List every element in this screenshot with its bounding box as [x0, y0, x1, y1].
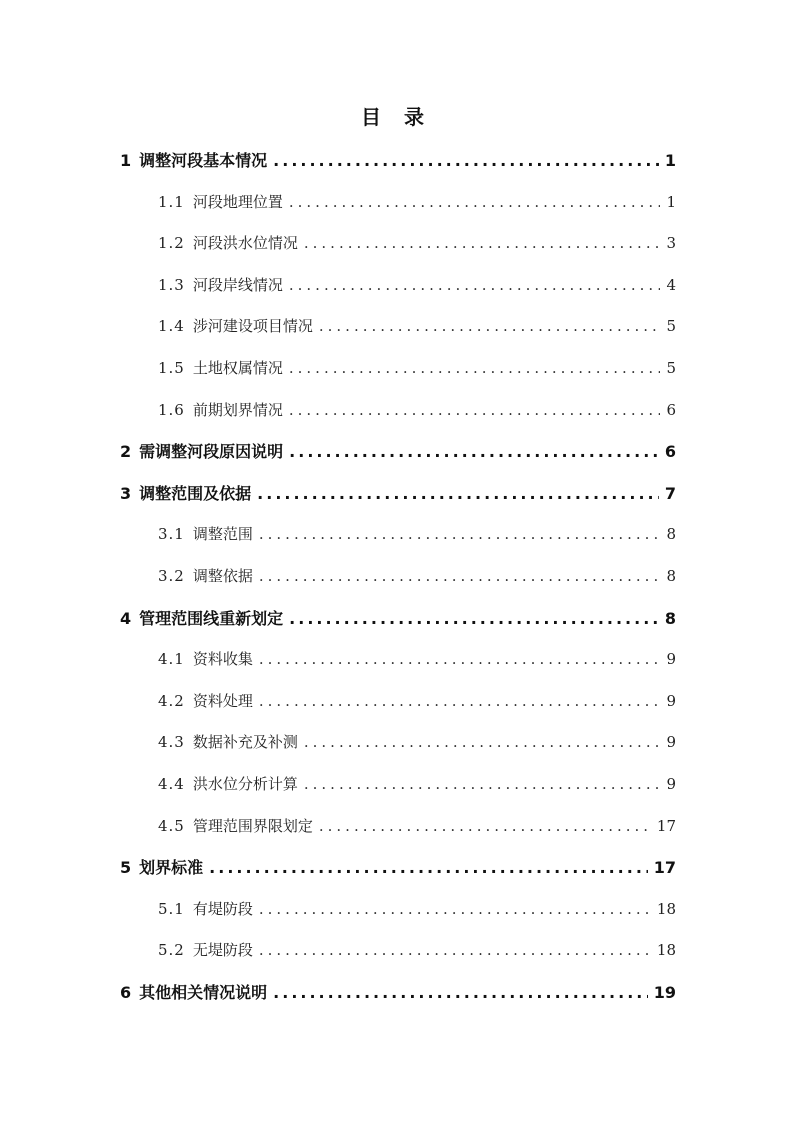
toc-entry-page: 1: [666, 192, 676, 211]
toc-entry-number: 4.3: [158, 733, 185, 752]
toc-entry-number: 1: [120, 151, 132, 170]
toc-entry-text: 调整河段基本情况: [139, 151, 268, 170]
toc-entry-page: 8: [666, 566, 676, 585]
toc-entry-number: 5.2: [158, 941, 185, 960]
toc-entry-page: 3: [666, 234, 676, 253]
toc-leader: [257, 473, 659, 515]
toc-entry-text: 无堤防段: [192, 941, 253, 960]
toc-entry-text: 有堤防段: [192, 899, 253, 918]
toc-entry-page: 9: [666, 733, 676, 752]
toc-entry[interactable]: [120, 306, 676, 348]
toc-title: 目 录: [361, 105, 432, 129]
toc-entry-number: 4.1: [158, 650, 185, 669]
toc-entry-page: 1: [664, 151, 676, 170]
toc-list: [120, 140, 676, 1013]
toc-entry-page: 7: [664, 483, 676, 503]
toc-entry-page: 8: [666, 525, 676, 544]
toc-entry-text: 调整范围: [192, 525, 253, 544]
toc-leader: [289, 390, 661, 432]
toc-entry[interactable]: [120, 390, 676, 432]
toc-entry-text: 资料处理: [192, 691, 253, 710]
toc-entry-number: 4.2: [158, 691, 185, 710]
toc-leader: [259, 930, 651, 972]
toc-entry-number: 1.3: [158, 275, 185, 294]
toc-leader: [209, 847, 648, 889]
toc-entry-number: 4: [120, 608, 132, 628]
toc-leader: [289, 431, 659, 473]
toc-leader: [304, 722, 661, 764]
toc-entry-text: 其他相关情况说明: [139, 982, 268, 1002]
toc-entry-text: 调整依据: [192, 566, 253, 585]
toc-leader: [304, 223, 661, 265]
toc-entry-page: 9: [666, 691, 676, 710]
toc-entry-number: 1.1: [158, 192, 185, 211]
toc-leader: [259, 681, 661, 723]
toc-entry-number: 5.1: [158, 899, 185, 918]
toc-entry-number: 1.6: [158, 400, 185, 419]
toc-entry-number: 6: [120, 982, 132, 1002]
toc-entry-text: 需调整河段原因说明: [139, 442, 284, 462]
toc-entry-number: 3.2: [158, 566, 185, 585]
toc-entry-page: 17: [653, 858, 676, 878]
toc-entry-text: 划界标准: [139, 858, 204, 878]
toc-leader: [319, 806, 651, 848]
toc-entry[interactable]: [120, 806, 676, 848]
toc-entry[interactable]: [120, 431, 676, 473]
toc-entry-text: 洪水位分析计算: [192, 774, 298, 793]
toc-leader: [259, 889, 651, 931]
toc-entry-number: 4.4: [158, 774, 185, 793]
toc-entry[interactable]: [120, 140, 676, 182]
toc-entry[interactable]: [120, 182, 676, 224]
toc-entry[interactable]: [120, 847, 676, 889]
toc-entry-text: 管理范围界限划定: [192, 816, 313, 835]
toc-entry-number: 4.5: [158, 816, 185, 835]
toc-entry[interactable]: [120, 473, 676, 515]
toc-entry-text: 河段地理位置: [192, 192, 283, 211]
toc-entry-text: 管理范围线重新划定: [139, 608, 284, 628]
toc-entry-text: 河段洪水位情况: [192, 234, 298, 253]
toc-entry-text: 河段岸线情况: [192, 275, 283, 294]
toc-entry-page: 18: [656, 941, 676, 960]
toc-entry[interactable]: [120, 348, 676, 390]
toc-entry-number: 1.2: [158, 234, 185, 253]
toc-leader: [273, 972, 648, 1014]
toc-leader: [289, 265, 661, 307]
toc-leader: [259, 556, 661, 598]
toc-entry-page: 8: [664, 608, 676, 628]
toc-entry[interactable]: [120, 930, 676, 972]
toc-entry-page: 18: [656, 899, 676, 918]
toc-leader: [304, 764, 661, 806]
toc-entry-page: 6: [666, 400, 676, 419]
toc-entry[interactable]: [120, 764, 676, 806]
toc-entry[interactable]: [120, 972, 676, 1014]
toc-entry-text: 调整范围及依据: [139, 483, 252, 503]
toc-entry-page: 6: [664, 442, 676, 462]
toc-entry-page: 9: [666, 774, 676, 793]
toc-entry-number: 3: [120, 483, 132, 503]
toc-entry[interactable]: [120, 223, 676, 265]
toc-entry-page: 5: [666, 358, 676, 377]
toc-entry-text: 前期划界情况: [192, 400, 283, 419]
toc-entry[interactable]: [120, 265, 676, 307]
toc-entry-page: 9: [666, 650, 676, 669]
toc-entry-number: 1.4: [158, 317, 185, 336]
toc-entry-number: 3.1: [158, 525, 185, 544]
toc-leader: [259, 514, 661, 556]
toc-leader: [259, 639, 661, 681]
toc-leader: [289, 182, 661, 224]
toc-entry[interactable]: [120, 889, 676, 931]
toc-entry-number: 2: [120, 442, 132, 462]
toc-entry-text: 资料收集: [192, 650, 253, 669]
toc-leader: [319, 306, 661, 348]
toc-entry-page: 17: [656, 816, 676, 835]
toc-leader: [289, 348, 661, 390]
toc-leader: [289, 598, 659, 640]
toc-entry-page: 19: [653, 982, 676, 1002]
toc-entry-number: 5: [120, 858, 132, 878]
toc-entry-text: 数据补充及补测: [192, 733, 298, 752]
toc-entry-page: 4: [666, 275, 676, 294]
toc-leader: [273, 140, 659, 182]
toc-entry-text: 涉河建设项目情况: [192, 317, 313, 336]
toc-entry[interactable]: [120, 639, 676, 681]
toc-entry[interactable]: [120, 514, 676, 556]
toc-entry[interactable]: [120, 681, 676, 723]
toc-entry-number: 1.5: [158, 358, 185, 377]
toc-entry-text: 土地权属情况: [192, 358, 283, 377]
toc-entry[interactable]: [120, 556, 676, 598]
toc-entry[interactable]: [120, 598, 676, 640]
toc-entry[interactable]: [120, 722, 676, 764]
toc-entry-page: 5: [666, 317, 676, 336]
